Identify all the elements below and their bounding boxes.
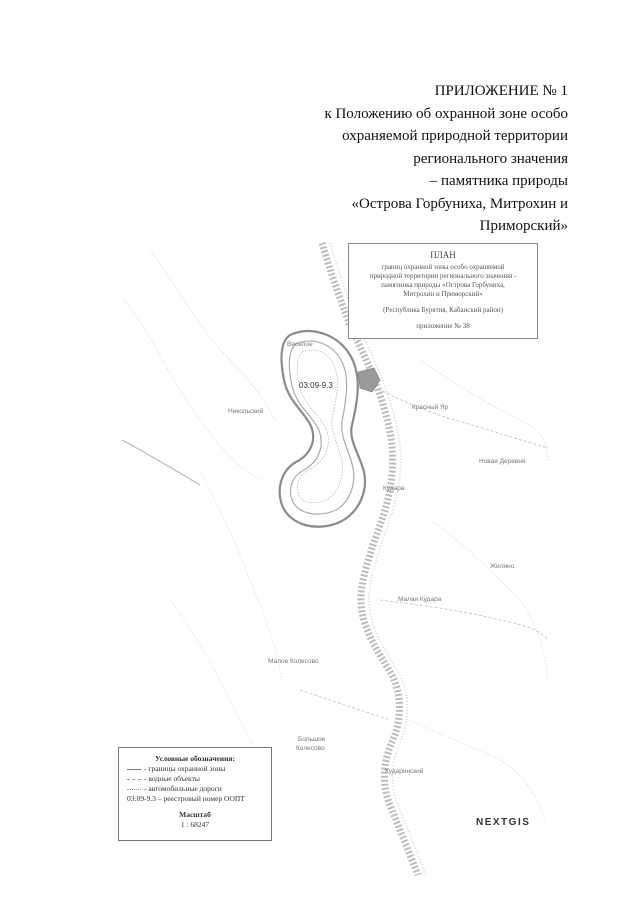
header-line: «Острова Горбуниха, Митрохин и <box>351 195 568 212</box>
stream <box>410 720 545 820</box>
plan-subtitle-line: памятника природы «Острова Горбуниха, <box>381 281 505 289</box>
stream <box>150 250 275 420</box>
place-label-kudara: Кудара <box>383 485 405 492</box>
place-label-kudarinsky: Кударинский <box>385 768 424 775</box>
legend-swatch <box>127 779 141 780</box>
legend-swatch <box>127 789 141 790</box>
legend-title: Условные обозначения: <box>155 754 235 763</box>
stream <box>200 470 282 680</box>
plan-subtitle-line: границ охранной зоны особо охраняемой <box>381 263 505 271</box>
road <box>300 690 390 720</box>
plan-subtitle-line: Митрохин и Приморский» <box>403 290 483 298</box>
header-line: к Положению об охранной зоне особо <box>324 105 568 122</box>
registry-number-label: 03:09-9.3 <box>299 381 333 390</box>
protection-zone-inner <box>289 341 353 514</box>
stream <box>430 520 548 680</box>
place-label-bolshoe: Большое <box>298 736 326 743</box>
header-line: Приморский» <box>479 218 568 234</box>
header-line: регионального значения <box>413 150 568 167</box>
legend-item-label: - границы охранной зоны <box>144 764 226 773</box>
place-label-kolesovo: Колесово <box>296 745 325 752</box>
legend-item-label: - водные объекты <box>144 774 200 783</box>
place-label-maly-kudara: Малая Кудара <box>398 596 442 603</box>
plan-location: (Республика Бурятия, Кабанский район) <box>383 306 503 314</box>
place-label-nikolsky: Никольский <box>228 408 264 415</box>
plan-subtitle-line: природной территории регионального значения - <box>369 272 517 280</box>
legend-item <box>119 764 271 774</box>
road <box>360 380 548 448</box>
protection-zone-outer <box>280 331 365 527</box>
plan-appendix: приложение № 38 <box>416 322 470 330</box>
place-label-maloe-kolesovo: Малое Колесово <box>268 658 319 665</box>
place-label-zhilino: Жилино <box>490 563 515 570</box>
map-title-box <box>348 243 538 339</box>
legend-item-label: - автомобильные дороги <box>144 784 222 793</box>
map-legend <box>118 747 272 841</box>
legend-item <box>119 784 271 794</box>
road <box>122 440 200 485</box>
island-contour <box>297 350 342 503</box>
place-label-beseloe: Веселое <box>287 341 313 348</box>
settlement <box>358 368 380 392</box>
road <box>380 600 548 640</box>
scale-title: Масштаб <box>179 810 211 819</box>
plan-subtitle <box>349 263 537 299</box>
legend-swatch <box>127 769 141 770</box>
nextgis-logo: NEXTGIS <box>476 817 531 828</box>
place-label-novaya-derevnya: Новая Деревня <box>479 458 526 465</box>
plan-title: ПЛАН <box>430 250 456 260</box>
header-line: – памятника природы <box>429 173 568 189</box>
header-line: охраняемой природной территории <box>342 128 568 144</box>
place-label-krasny-yar: Красный Яр <box>412 404 449 411</box>
legend-item <box>119 774 271 784</box>
legend-registry-row: 03:09-9.3 – реестровый номер ООПТ <box>127 794 245 803</box>
scale-value: 1 : 68247 <box>180 820 210 829</box>
header-line: ПРИЛОЖЕНИЕ № 1 <box>434 83 568 99</box>
